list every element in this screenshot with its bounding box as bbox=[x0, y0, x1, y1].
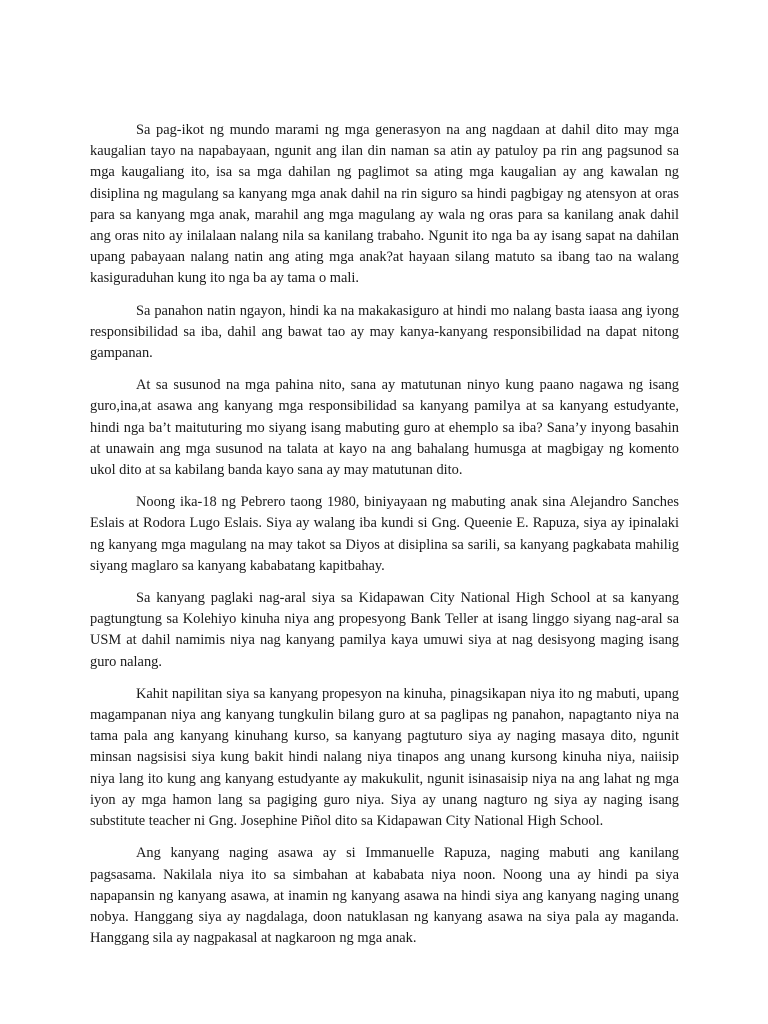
paragraph-1: Sa pag-ikot ng mundo marami ng mga generasyon na ang nagdaan at dahil dito may mga kaugalian tayo na napabayaan, ngunit ang ilan din naman sa atin ay patuloy pa rin ang pagsunod sa mga kaugaliang ito, isa sa mga dahilan ng paglimot sa ating mga kaugalian ay ang kawalan ng disiplina ng magulang sa kanyang mga anak dahil na rin siguro sa hindi pagbigay ng atensyon at oras para sa kanyang mga anak, marahil ang mga magulang ay wala ng oras para sa kanilang anak dahil ang oras nito ay inilalaan nalang nila sa kanilang trabaho. Ngunit ito nga ba ay isang sapat na dahilan upang pabayaan nalang natin ang ating mga anak?at hayaan silang matuto sa ibang tao na walang kasiguraduhan kung ito nga ba ay tama o mali. bbox=[90, 122, 679, 287]
paragraph-2: Sa panahon natin ngayon, hindi ka na makakasiguro at hindi mo nalang basta iaasa ang iyong responsibilidad sa iba, dahil ang bawat tao ay may kanya-kanyang responsibilidad na dapat nitong gampanan. bbox=[90, 302, 679, 362]
paragraph-7: Ang kanyang naging asawa ay si Immanuelle Rapuza, naging mabuti ang kanilang pagsasama. Nakilala niya ito sa simbahan at kababata niya noon. Noong una ay hindi pa siya napapansin ng kanyang asawa, at inamin ng kanyang asawa na hindi siya ang kanyang naging unang nobya. Hanggang siya ay nagdalaga, doon natuklasan ng kanyang asawa na siya pala ay maganda. Hanggang sila ay nagpakasal at nagkaroon ng mga anak. bbox=[90, 845, 679, 947]
paragraph-3: At sa susunod na mga pahina nito, sana ay matutunan ninyo kung paano nagawa ng isang guro,ina,at asawa ang kanyang mga responsibilidad sa kanyang pamilya at sa kanyang estudyante, hindi nga ba’t maituturing mo siyang isang mabuting guro at ehemplo sa iba? Sana’y inyong basahin at unawain ang mga susunod na talata at kayo na ang bahalang humusga at magbigay ng komento ukol dito at sa kabilang banda kayo sana ay may matutunan dito. bbox=[90, 377, 679, 479]
paragraph-5: Sa kanyang paglaki nag-aral siya sa Kidapawan City National High School at sa kanyang pagtungtung sa Kolehiyo kinuha niya ang propesyong Bank Teller at isang linggo siyang nag-aral sa USM at dahil namimis niya nag kanyang pamilya kaya umuwi siya at nag desisyong maging isang guro nalang. bbox=[90, 590, 679, 670]
paragraph-6: Kahit napilitan siya sa kanyang propesyon na kinuha, pinagsikapan niya ito ng mabuti, upang magampanan niya ang kanyang tungkulin bilang guro at sa paglipas ng panahon, napagtanto niya na tama pala ang kanyang kinuhang kurso, sa kanyang pagtuturo siya ay naging masaya dito, ngunit minsan nagsisisi siya kung bakit hindi nalang niya tinapos ang unang kursong kinuha niya, naiisip niya lang ito kung ang kanyang estudyante ay makukulit, ngunit isinasaisip niya na ang lahat ng mga iyon ay mga hamon lang sa pagiging guro niya. Siya ay unang nagturo ng siya ay naging isang substitute teacher ni Gng. Josephine Piñol dito sa Kidapawan City National High School. bbox=[90, 685, 679, 830]
paragraph-4: Noong ika-18 ng Pebrero taong 1980, biniyayaan ng mabuting anak sina Alejandro Sanches Eslais at Rodora Lugo Eslais. Siya ay walang iba kundi si Gng. Queenie E. Rapuza, siya ay ipinalaki ng kanyang mga magulang na may takot sa Diyos at disiplina sa sarili, sa kanyang pagkabata mahilig siyang maglaro sa kanyang kababatang kapitbahay. bbox=[90, 494, 679, 574]
document-body bbox=[90, 120, 679, 949]
